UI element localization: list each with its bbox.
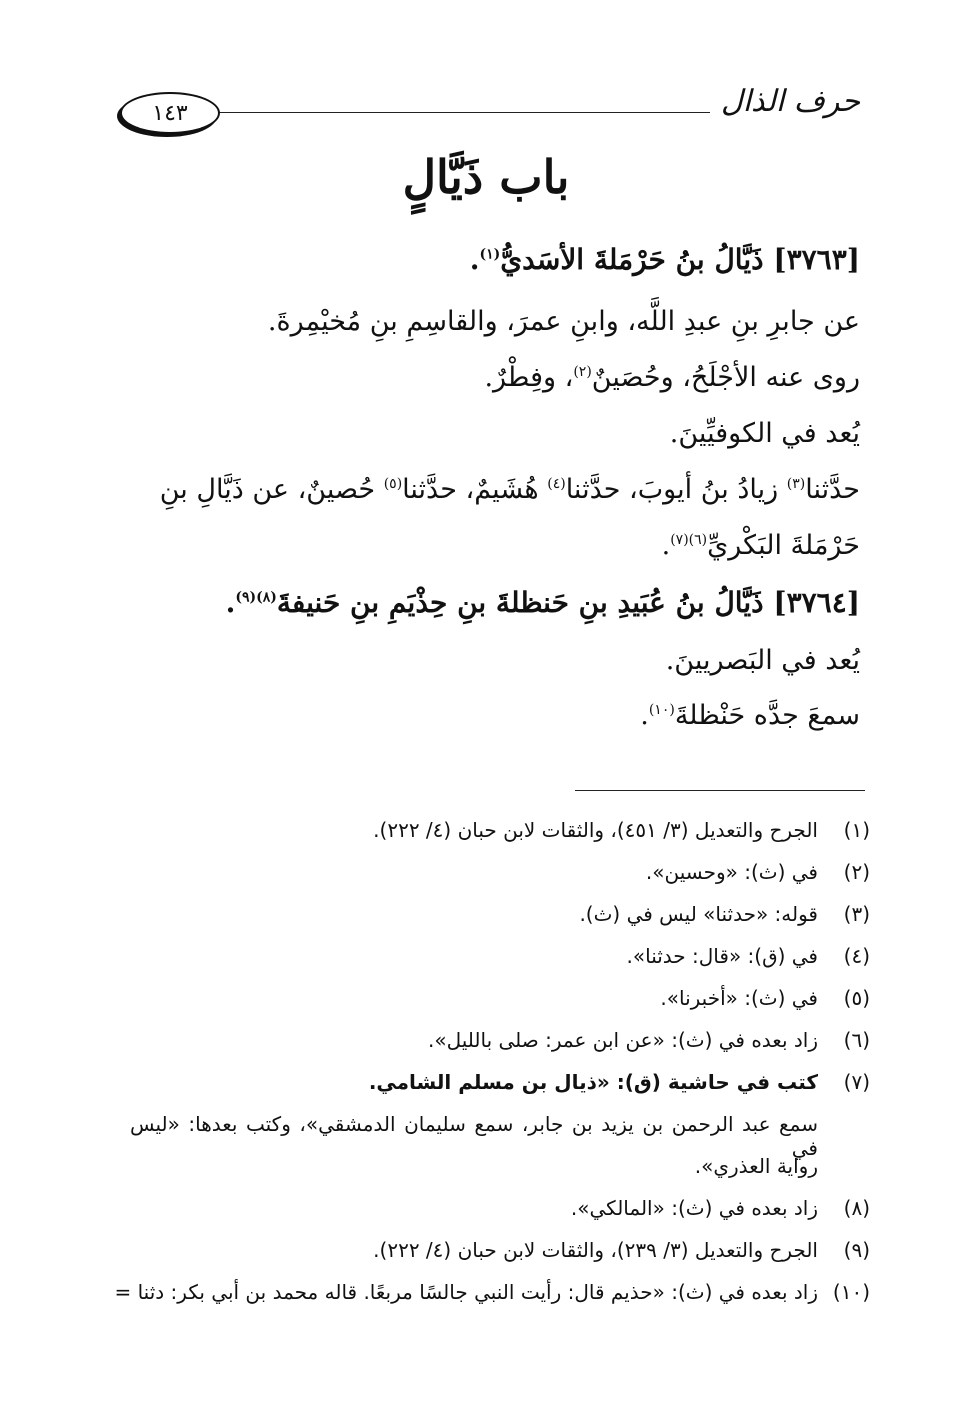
- footnote-ref: (٣): [786, 476, 806, 492]
- chapter-title: باب ذَيَّالٍ: [402, 150, 570, 204]
- footnote-text: الجرح والتعديل (٣/ ٢٣٩)، والثقات لابن حبان (٤/ ٢٢٢).: [373, 1238, 818, 1262]
- footnote-ref: (٢): [573, 364, 592, 380]
- entry-3764-title: [٣٧٦٤] ذَيَّالُ بنُ عُبَيدِ بنِ حَنظلةَ بنِ حِذْيَمِ بنِ حَنيفةَ: [276, 586, 860, 619]
- footnote-ref: (١): [479, 246, 501, 263]
- footnote-number: (١): [843, 818, 870, 842]
- footnote-text: قوله: «حدثنا» ليس في (ث).: [579, 902, 818, 926]
- footnote-text: في (ث): «وحسين».: [645, 860, 818, 884]
- header-rule: [212, 112, 710, 113]
- text-segment: سمعَ جدَّه حَنْظلةَ: [674, 700, 860, 731]
- text-segment: حدَّثنا: [805, 474, 860, 505]
- footnote-text: كتب في حاشية (ق): «ذيال بن مسلم الشامي.: [368, 1070, 818, 1094]
- footnote-5: [660, 986, 870, 1010]
- footnote-text: في (ث): «أخبرنا».: [660, 986, 818, 1010]
- footnote-8: [571, 1196, 870, 1220]
- footnote-text: زاد بعده في (ث): «المالكي».: [570, 1196, 818, 1220]
- footnote-number: (٧): [843, 1070, 870, 1094]
- entry-3763-line: عن جابرِ بنِ عبدِ اللَّه، وابنِ عمرَ، والقاسِمِ بنِ مُخيْمِرةَ.: [267, 306, 860, 337]
- footnote-number: (٣): [843, 902, 870, 926]
- page-header: [120, 82, 860, 132]
- entry-3763-line: [130, 474, 860, 505]
- text-segment: هُشَيمٌ، حدَّثنا: [402, 474, 548, 505]
- footnote-text: زاد بعده في (ث): «عن ابن عمر: صلى بالليل».: [427, 1028, 818, 1052]
- page-number-badge: [120, 92, 220, 134]
- footnote-number: (١٠): [832, 1280, 870, 1304]
- footnote-number: (٤): [843, 944, 870, 968]
- entry-3763-line: يُعد في الكوفيِّينَ.: [669, 418, 860, 449]
- entry-3763-line: [662, 530, 860, 561]
- footnote-7-continued: رواية العذري».: [694, 1154, 818, 1178]
- footnote-ref: (٦)(٧): [670, 532, 708, 548]
- entry-3764-line: يُعد في البَصريينَ.: [665, 645, 860, 676]
- footnote-text: في (ق): «قال: حدثنا».: [626, 944, 818, 968]
- footnote-number: (٥): [843, 986, 870, 1010]
- footnote-number: (٦): [843, 1028, 870, 1052]
- footnote-text: زاد بعده في (ث): «حذيم قال: رأيت النبي جالسًا مربعًا. قاله محمد بن أبي بكر: دثنا =: [114, 1280, 818, 1304]
- footnote-separator: [575, 790, 865, 791]
- entry-3764-heading: [٣٧٦٤] ذَيَّالُ بنُ عُبَيدِ بنِ حَنظلةَ بنِ حِذْيَمِ بنِ حَنيفةَ$^{(٨)(٩)}$.: [225, 586, 860, 619]
- footnote-ref: (١٠): [648, 702, 675, 718]
- footnote-text: الجرح والتعديل (٣/ ٤٥١)، والثقات لابن حبان (٤/ ٢٢٢).: [373, 818, 818, 842]
- text-segment: حَرْمَلةَ البَكْريِّ: [707, 530, 860, 561]
- page-number: ١٤٣: [152, 100, 188, 126]
- footnote-9: [373, 1238, 870, 1262]
- text-segment: .: [640, 700, 649, 731]
- text-segment: ، وفِطْرٌ.: [484, 362, 574, 393]
- footnote-number: (٩): [843, 1238, 870, 1262]
- footnote-2: [646, 860, 870, 884]
- text-segment: حُصينٌ، عن ذَيَّالِ بنِ: [159, 474, 384, 505]
- footnote-ref: (٥): [383, 476, 403, 492]
- running-title: حرف الذال: [720, 84, 860, 119]
- footnote-6: [428, 1028, 870, 1052]
- footnote-ref: (٤): [547, 476, 566, 492]
- entry-3764-line: [640, 700, 860, 731]
- text-segment: روى عنه الأجْلَحُ، وحُصَينٌ: [591, 362, 860, 393]
- footnote-number: (٢): [843, 860, 870, 884]
- entry-3763-line: [484, 362, 860, 393]
- footnote-number: (٨): [843, 1196, 870, 1220]
- footnote-1: [373, 818, 870, 842]
- footnote-3: [579, 902, 870, 926]
- entry-3763-heading: [٣٧٦٣] ذَيَّالُ بنُ حَرْمَلةَ الأسَديُّ$^{(١)}$.: [469, 243, 860, 276]
- footnote-7: [369, 1070, 870, 1094]
- text-segment: زيادُ بنُ أيوبَ، حدَّثنا: [565, 474, 787, 505]
- entry-3763-title: [٣٧٦٣] ذَيَّالُ بنُ حَرْمَلةَ الأسَديُّ: [500, 243, 860, 276]
- footnote-4: [627, 944, 870, 968]
- footnote-10: [114, 1280, 870, 1304]
- footnote-ref: (٨)(٩): [235, 589, 277, 606]
- footnote-7-continued: سمع عبد الرحمن بن يزيد بن جابر، سمع سليمان الدمشقي»، وكتب بعدها: «ليس في: [130, 1112, 818, 1160]
- text-segment: .: [661, 530, 671, 561]
